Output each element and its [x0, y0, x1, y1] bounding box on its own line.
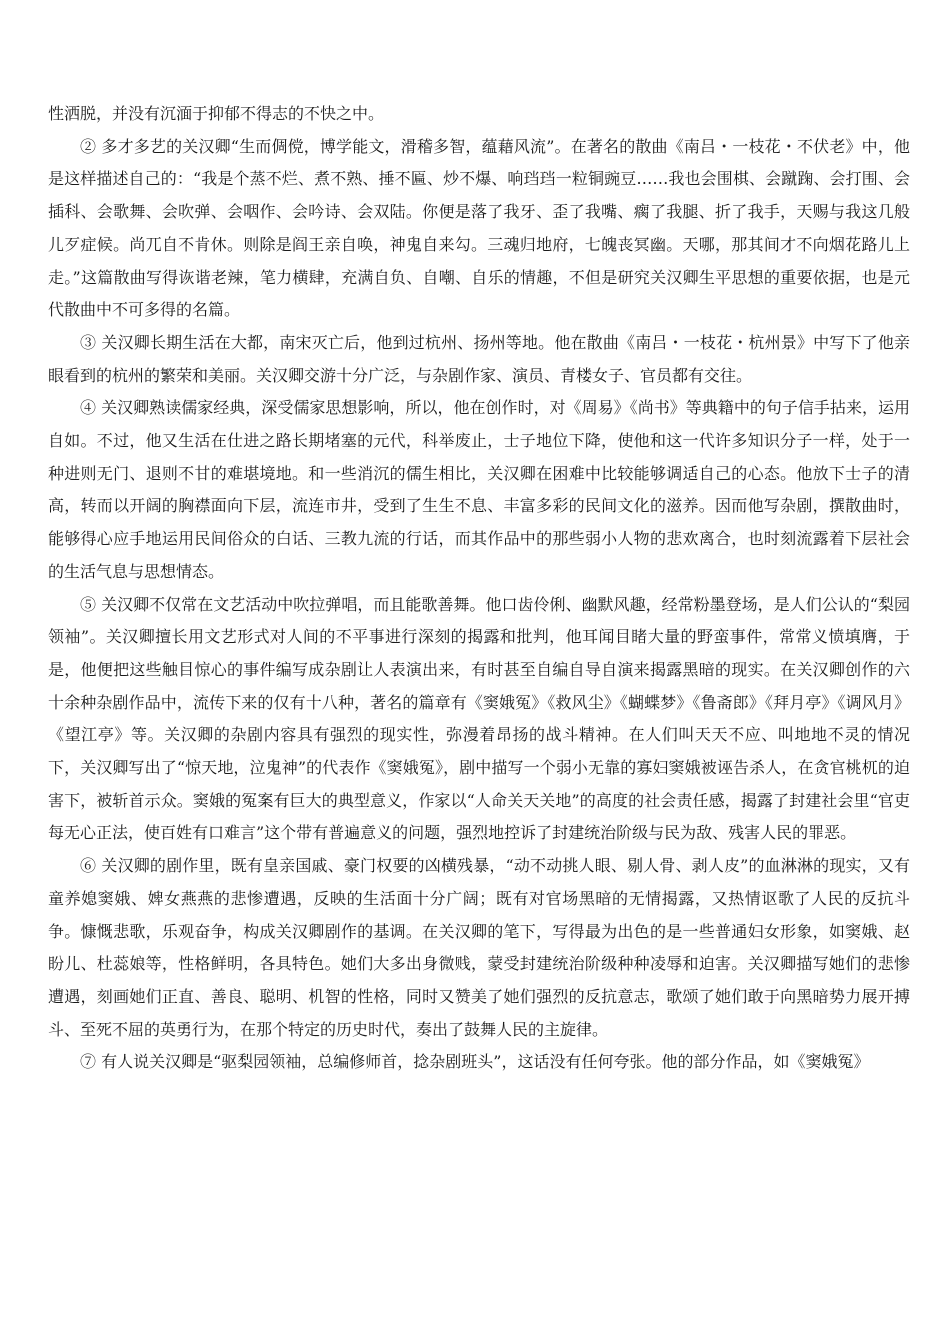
document-page [48, 98, 910, 1079]
paragraph-6: ⑥ 关汉卿的剧作里，既有皇亲国戚、豪门权要的凶横残暴，“动不动挑人眼、剔人骨、剥人皮”的血淋淋的现实，又有童养媳窦娥、婢女燕燕的悲惨遭遇，反映的生活面十分广阔；既有对官场黑暗的无情揭露，又热情讴歌了人民的反抗斗争。慷慨悲歌，乐观奋争，构成关汉卿剧作的基调。在关汉卿的笔下，写得最为出色的是一些普通妇女形象，如窦娥、赵盼儿、杜蕊娘等，性格鲜明，各具特色。她们大多出身微贱，蒙受封建统治阶级种种凌辱和迫害。关汉卿描写她们的悲惨遭遇，刻画她们正直、善良、聪明、机智的性格，同时又赞美了她们强烈的反抗意志，歌颂了她们敢于向黑暗势力展开搏斗、至死不屈的英勇行为，在那个特定的历史时代，奏出了鼓舞人民的主旋律。 [48, 856, 910, 1039]
paragraph-7: ⑦ 有人说关汉卿是“驱梨园领袖，总编修师首，捻杂剧班头”，这话没有任何夸张。他的部分作品，如《窦娥冤》 [80, 1052, 870, 1072]
paragraph-continuation: 性洒脱，并没有沉湎于抑郁不得志的不快之中。 [48, 104, 385, 123]
paragraph-4: ④ 关汉卿熟读儒家经典，深受儒家思想影响，所以，他在创作时，对《周易》《尚书》等典籍中的句子信手拈来，运用自如。不过，他又生活在仕进之路长期堵塞的元代，科举废止，士子地位下降，使他和这一代许多知识分子一样，处于一种进则无门、退则不甘的难堪境地。和一些消沉的儒生相比，关汉卿在困难中比较能够调适自己的心态。他放下士子的清高，转而以开阔的胸襟面向下层，流连市井，受到了生生不息、丰富多彩的民间文化的滋养。因而他写杂剧，撰散曲时，能够得心应手地运用民间俗众的白话、三教九流的行话，而其作品中的那些弱小人物的悲欢离合，也时刻流露着下层社会的生活气息与思想情态。 [48, 398, 910, 581]
paragraph-3: ③ 关汉卿长期生活在大都，南宋灭亡后，他到过杭州、扬州等地。他在散曲《南吕・一枝花・杭州景》中写下了他亲眼看到的杭州的繁荣和美丽。关汉卿交游十分广泛，与杂剧作家、演员、青楼女子、官员都有交往。 [48, 332, 910, 385]
paragraph-2: ② 多才多艺的关汉卿“生而倜傥，博学能文，滑稽多智，蕴藉风流”。在著名的散曲《南吕・一枝花・不伏老》中，他是这样描述自己的：“我是个蒸不烂、煮不熟、捶不匾、炒不爆、响珰珰一粒铜豌豆……我也会围棋、会蹴踘、会打围、会插科、会歌舞、会吹弹、会咽作、会吟诗、会双陆。你便是落了我牙、歪了我嘴、瘸了我腿、折了我手，天赐与我这几般儿歹症候。尚兀自不肯休。则除是阎王亲自唤，神鬼自来勾。三魂归地府，七魄丧冥幽。天哪，那其间才不向烟花路儿上走。”这篇散曲写得诙谐老辣，笔力横肆，充满自负、自嘲、自乐的情趣，不但是研究关汉卿生平思想的重要依据，也是元代散曲中不可多得的名篇。 [48, 136, 910, 320]
paragraph-5: ⑤ 关汉卿不仅常在文艺活动中吹拉弹唱，而且能歌善舞。他口齿伶俐、幽默风趣，经常粉墨登场，是人们公认的“梨园领袖”。关汉卿擅长用文艺形式对人间的不平事进行深刻的揭露和批判，他耳闻目睹大量的野蛮事件，常常义愤填膺，于是，他便把这些触目惊心的事件编写成杂剧让人表演出来，有时甚至自编自导自演来揭露黑暗的现实。在关汉卿创作的六十余种杂剧作品中，流传下来的仅有十八种，著名的篇章有《窦娥冤》《救风尘》《蝴蝶梦》《鲁斋郎》《拜月亭》《调风月》《望江亭》等。关汉卿的杂剧内容具有强烈的现实性，弥漫着昂扬的战斗精神。在人们叫天天不应、叫地地不灵的情况下，关汉卿写出了“惊天地，泣鬼神”的代表作《窦娥冤》，剧中描写一个弱小无靠的寡妇窦娥被诬告杀人，在贪官桃杌的迫害下，被斩首示众。窦娥的冤案有巨大的典型意义，作家以“人命关天关地”的高度的社会责任感，揭露了封建社会里“官吏每无心正法，使百姓有口难言”这个带有普遍意义的问题，强烈地控诉了封建统治阶级与民为敌、残害人民的罪恶。 [48, 594, 910, 843]
